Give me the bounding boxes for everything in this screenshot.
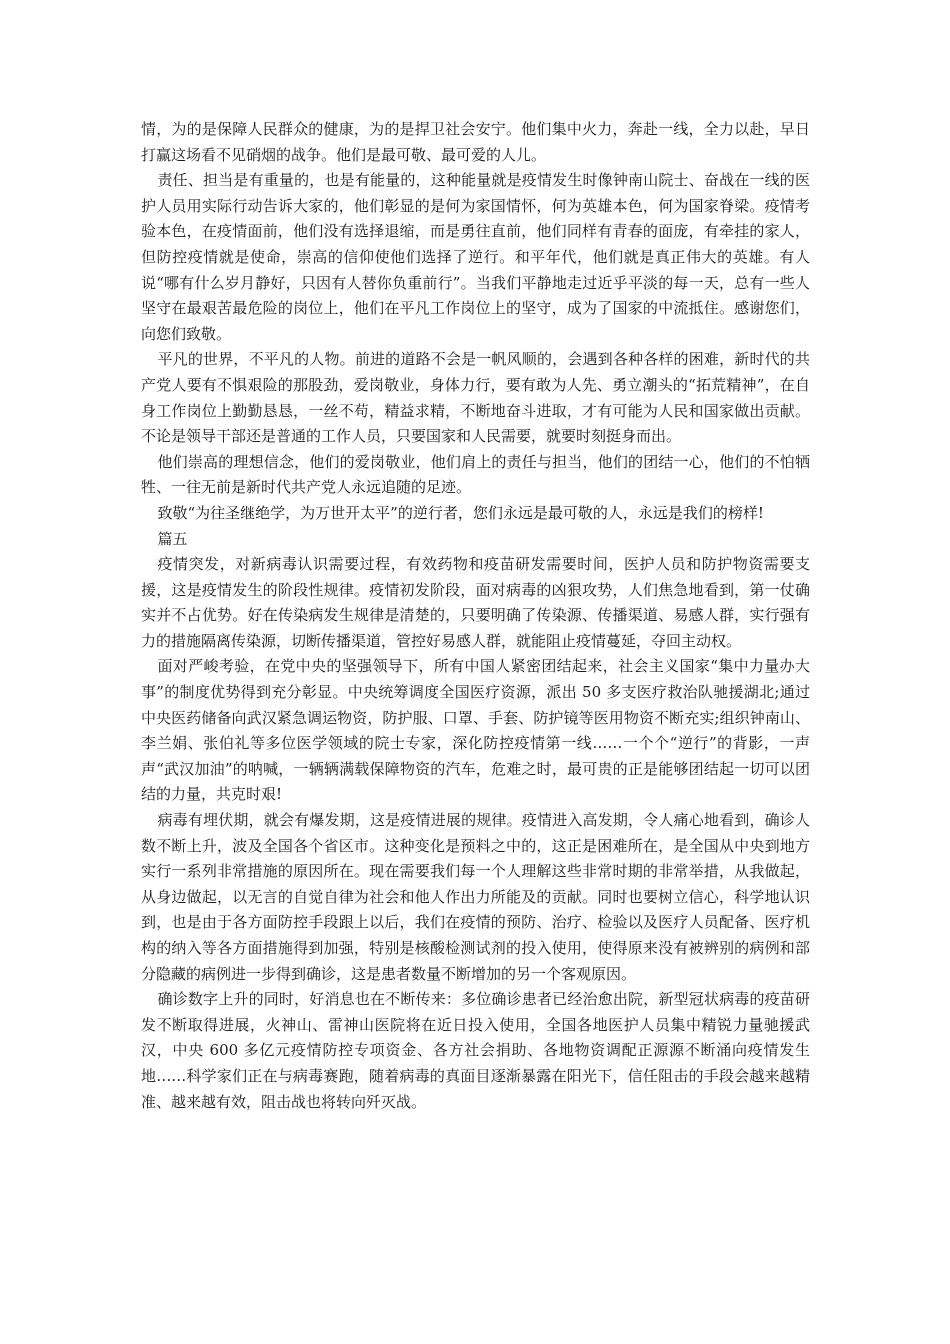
paragraph-1: 情，为的是保障人民群众的健康，为的是捍卫社会安宁。他们集中火力，奔赴一线，全力以赴，早日打赢这场看不见硝烟的战争。他们是最可敬、最可爱的人儿。 (141, 120, 810, 164)
paragraph-7: 面对严峻考验，在党中央的坚强领导下，所有中国人紧密团结起来，社会主义国家“集中力量办大事”的制度优势得到充分彰显。中央统筹调度全国医疗资源，派出 50 多支医疗救治队驰援湖北;通过中央医药储备向武汉紧急调运物资，防护服、口罩、手套、防护镜等医用物资不断充实;组织钟南山、李兰娟、张伯礼等多位医学领域的院士专家，深化防控疫情第一线……一个个“逆行”的背影，一声声“武汉加油”的呐喊，一辆辆满载保障物资的汽车，危难之时，最可贵的正是能够团结起一切可以团结的力量，共克时艰! (141, 657, 810, 804)
paragraph-8: 病毒有埋伏期，就会有爆发期，这是疫情进展的规律。疫情进入高发期，令人痛心地看到，确诊人数不断上升，波及全国各个省区市。这种变化是预料之中的，这正是困难所在，是全国从中央到地方实行一系列非常措施的原因所在。现在需要我们每一个人理解这些非常时期的非常举措，从我做起，从身边做起，以无言的自觉自律为社会和他人作出力所能及的贡献。同时也要树立信心，科学地认识到，也是由于各方面防控手段跟上以后，我们在疫情的预防、治疗、检验以及医疗人员配备、医疗机构的纳入等各方面措施得到加强，特别是核酸检测试剂的投入使用，使得原来没有被辨别的病例和部分隐藏的病例进一步得到确诊，这是患者数量不断增加的另一个客观原因。 (141, 811, 810, 983)
paragraph-5: 致敬“为往圣继绝学，为万世开太平”的逆行者，您们永远是最可敬的人，永远是我们的榜样! (157, 503, 764, 522)
paragraph-6: 疫情突发，对新病毒认识需要过程，有效药物和疫苗研发需要时间，医护人员和防护物资需要支援，这是疫情发生的阶段性规律。疫情初发阶段，面对病毒的凶狠攻势，人们焦急地看到，第一仗确实并不占优势。好在传染病发生规律是清楚的，只要明确了传染源、传播渠道、易感人群，实行强有力的措施隔离传染源，切断传播渠道，管控好易感人群，就能阻止疫情蔓延，夺回主动权。 (141, 555, 810, 650)
paragraph-2: 责任、担当是有重量的，也是有能量的，这种能量就是疫情发生时像钟南山院士、奋战在一线的医护人员用实际行动告诉大家的，他们彰显的是何为家国情怀，何为英雄本色，何为国家脊梁。疫情考验本色，在疫情面前，他们没有选择退缩，而是勇往直前，他们同样有青春的面庞，有牵挂的家人，但防控疫情就是使命，崇高的信仰使他们选择了逆行。和平年代，他们就是真正伟大的英雄。有人说“哪有什么岁月静好，只因有人替你负重前行”。当我们平静地走过近乎平淡的每一天，总有一些人坚守在最艰苦最危险的岗位上，他们在平凡工作岗位上的坚守，成为了国家的中流抵住。感谢您们，向您们致敬。 (141, 171, 810, 343)
paragraph-3: 平凡的世界，不平凡的人物。前进的道路不会是一帆风顺的，会遇到各种各样的困难，新时代的共产党人要有不惧艰险的那股劲，爱岗敬业，身体力行，要有敢为人先、勇立潮头的“拓荒精神”，在自身工作岗位上勤勤恳恳，一丝不苟，精益求精，不断地奋斗进取，才有可能为人民和国家做出贡献。不论是领导干部还是普通的工作人员，只要国家和人民需要，就要时刻挺身而出。 (141, 350, 810, 446)
section-heading: 篇五 (157, 529, 188, 548)
document-body (141, 117, 810, 1115)
paragraph-4: 他们崇高的理想信念，他们的爱岗敬业，他们肩上的责任与担当，他们的团结一心，他们的不怕牺牲、一往无前是新时代共产党人永远追随的足迹。 (141, 452, 810, 497)
paragraph-9: 确诊数字上升的同时，好消息也在不断传来：多位确诊患者已经治愈出院，新型冠状病毒的疫苗研发不断取得进展，火神山、雷神山医院将在近日投入使用，全国各地医护人员集中精锐力量驰援武汉，中央 600 多亿元疫情防控专项资金、各方社会捐助、各地物资调配正源源不断涌向疫情发生地……科学家们正在与病毒赛跑，随着病毒的真面目逐渐暴露在阳光下，信任阻击的手段会越来越精准、越来越有效，阻击战也将转向歼灭战。 (141, 990, 810, 1111)
